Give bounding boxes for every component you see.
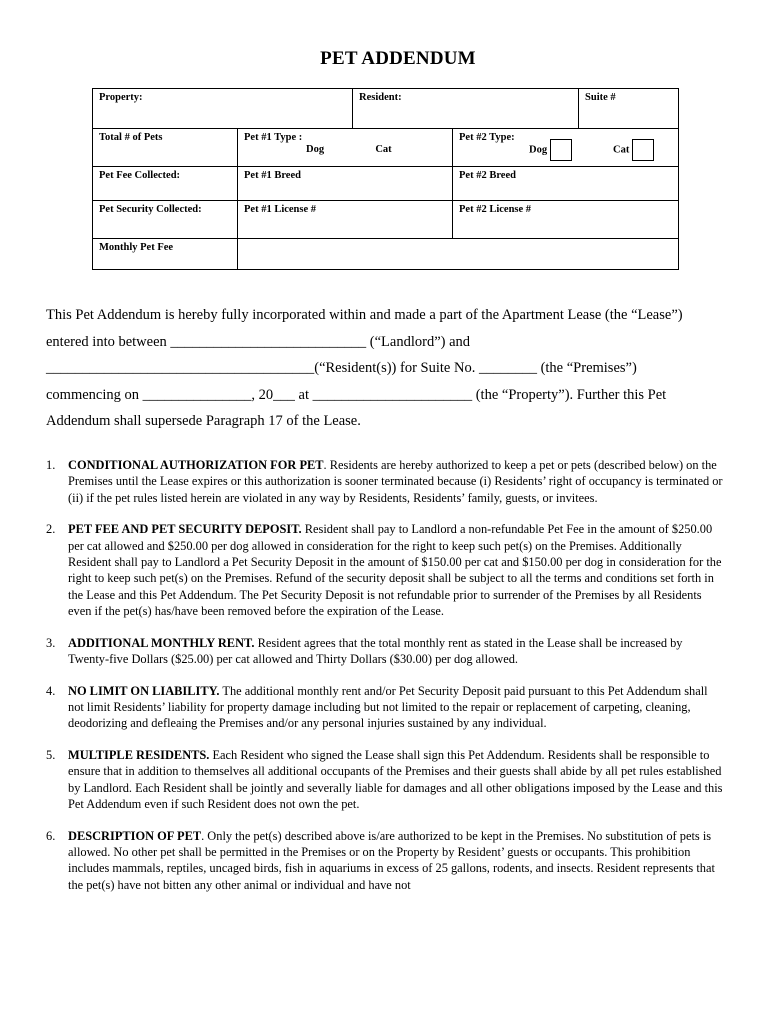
term-text: The additional monthly rent and/or Pet Security Deposit paid pursuant to this Pet Addendum shall not limit Residents’ liability for property damage including but not limited to the repair or replacement of carpeting, cleaning, deodorizing and defleaing the Premises and/or any personal injuries sustained by any individual. — [68, 683, 708, 731]
pet2-breed-field[interactable] — [453, 167, 679, 201]
pet1-type-field[interactable] — [238, 129, 453, 167]
monthly-pet-fee-label-cell — [93, 239, 238, 270]
term-number: 4. — [46, 683, 56, 698]
term-heading: DESCRIPTION OF PET — [68, 828, 202, 843]
pet2-cat-checkbox[interactable] — [632, 139, 654, 161]
pet2-dog-checkbox[interactable] — [550, 139, 572, 161]
pet1-breed-field[interactable] — [238, 167, 453, 201]
suite-field[interactable] — [579, 89, 679, 129]
property-label: Property: — [99, 92, 143, 103]
pet1-license-label: Pet #1 License # — [244, 204, 317, 215]
pet2-cat-option: Cat — [612, 144, 630, 156]
pet-security-collected-field[interactable] — [93, 201, 238, 239]
term-item — [46, 683, 726, 732]
intro-line: entered into between ___________________________ (“Landlord”) and — [46, 333, 471, 350]
term-heading: ADDITIONAL MONTHLY RENT. — [68, 635, 255, 650]
intro-line: _____________________________________(“Resident(s)) for Suite No. ________ (the “Premises”) — [46, 360, 637, 377]
pet1-cat-option[interactable]: Cat — [375, 144, 392, 155]
property-field[interactable] — [93, 89, 353, 129]
resident-field[interactable] — [353, 89, 579, 129]
term-item — [46, 635, 726, 668]
intro-paragraph — [46, 302, 746, 435]
pet2-type-label: Pet #2 Type: — [459, 132, 515, 143]
terms-list — [46, 457, 726, 909]
term-heading: CONDITIONAL AUTHORIZATION FOR PET — [68, 458, 324, 472]
monthly-pet-fee-field[interactable] — [238, 239, 679, 270]
term-text: . Only the pet(s) described above is/are authorized to be kept in the Premises. No substitution of pets is allowed. No other pet shall be permitted in the Premises or on the Property by Resident’ guests or occupants. This prohibition includes mammals, reptiles, uncaged birds, fish in aquariums in excess of 25 gallons, rodents, and insects. Resident represents that the pet(s) have not bitten any other animal or individual and have not — [68, 828, 715, 892]
term-number: 5. — [46, 748, 56, 763]
pet1-type-label: Pet #1 Type : — [244, 132, 303, 143]
total-pets-field[interactable] — [93, 129, 238, 167]
term-heading: NO LIMIT ON LIABILITY. — [68, 683, 220, 698]
term-item — [46, 457, 726, 506]
pet2-dog-option: Dog — [529, 144, 548, 156]
pet2-license-label: Pet #2 License # — [459, 204, 532, 215]
pet2-breed-label: Pet #2 Breed — [459, 170, 516, 181]
pet-info-table — [92, 88, 679, 270]
term-heading: MULTIPLE RESIDENTS. — [68, 748, 210, 763]
pet-security-collected-label: Pet Security Collected: — [99, 204, 202, 215]
term-text: Each Resident who signed the Lease shall sign this Pet Addendum. Residents shall be responsible to ensure that in addition to themselves all additional occupants of the Premises and their guests shall abide by all pet rules established by Landlord. Each Resident shall be jointly and severally liable for damages and all other obligations imposed by the Lease and this Pet Addendum even if such Resident does not own the pet. — [68, 748, 723, 812]
term-text: Resident agrees that the total monthly rent as stated in the Lease shall be increased by Twenty-five Dollars ($25.00) per cat allowed and Thirty Dollars ($30.00) per dog allowed. — [68, 635, 683, 666]
term-item — [46, 828, 726, 893]
intro-line: commencing on _______________, 20___ at ______________________ (the “Property”). Further this Pet — [46, 386, 667, 403]
pet1-license-field[interactable] — [238, 201, 453, 239]
pet-fee-collected-field[interactable] — [93, 167, 238, 201]
intro-line: Addendum shall supersede Paragraph 17 of the Lease. — [46, 413, 361, 430]
term-heading: PET FEE AND PET SECURITY DEPOSIT. — [68, 522, 302, 537]
term-number: 3. — [46, 635, 56, 650]
pet1-dog-option[interactable]: Dog — [306, 144, 325, 155]
term-item — [46, 747, 726, 812]
suite-label: Suite # — [585, 92, 616, 103]
monthly-pet-fee-label: Monthly Pet Fee — [99, 242, 174, 253]
term-item — [46, 521, 726, 619]
total-pets-label: Total # of Pets — [99, 132, 163, 143]
term-text: . Residents are hereby authorized to keep a pet or pets (described below) on the Premises until the Lease expires or this authorization is sooner terminated because (i) Residents’ right of occupancy is terminated or (ii) if the pet rules listed herein are violated in any way by Residents, Residents’ family, guests, or invitees. — [68, 458, 723, 505]
pet-fee-collected-label: Pet Fee Collected: — [99, 170, 181, 181]
term-number: 1. — [46, 458, 56, 472]
term-number: 2. — [46, 522, 56, 537]
term-number: 6. — [46, 828, 56, 843]
pet1-breed-label: Pet #1 Breed — [244, 170, 301, 181]
intro-line: This Pet Addendum is hereby fully incorporated within and made a part of the Apartment Lease (the “Lease”) — [46, 307, 683, 323]
resident-label: Resident: — [359, 92, 402, 103]
term-text: Resident shall pay to Landlord a non-refundable Pet Fee in the amount of $250.00 per cat allowed and $250.00 per dog allowed in consideration for the right to keep such pet(s) on the Premises. Additionally Resident shall pay to Landlord a Pet Security Deposit in the amount of $150.00 per cat and $150.00 per dog in consideration for the right to keep such pet(s) on the Premises. Refund of the security deposit shall be subject to all the terms and conditions set forth in the Lease and this Pet Addendum. The Pet Security Deposit is not refundable prior to surrender of the Premises by all Residents even if the pet(s) has/have been removed before the expiration of the Lease. — [68, 522, 722, 618]
pet2-license-field[interactable] — [453, 201, 679, 239]
pet2-type-field[interactable] — [453, 129, 679, 167]
page-title: PET ADDENDUM — [320, 48, 476, 69]
